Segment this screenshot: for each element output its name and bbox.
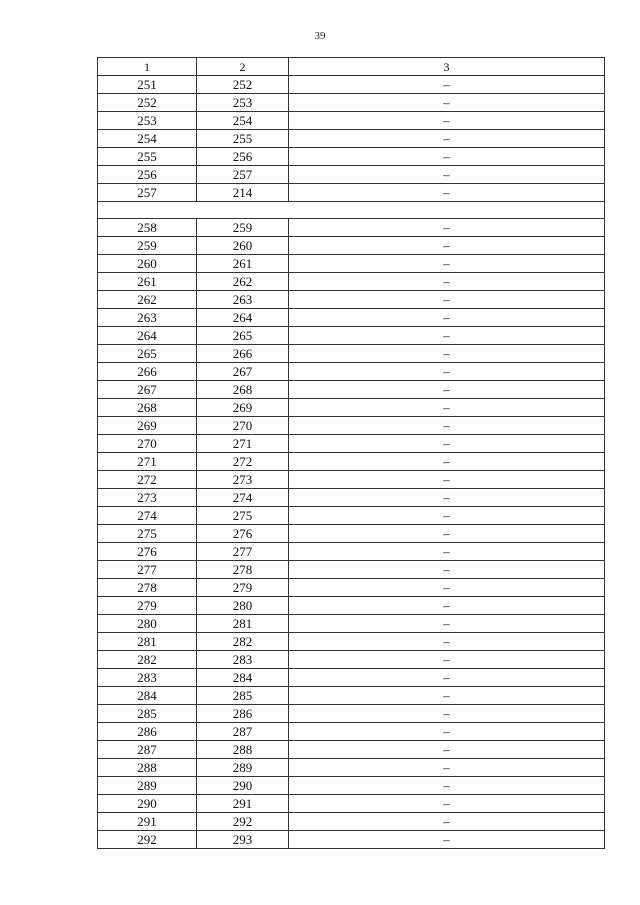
table-cell-col1: 256 [98, 166, 197, 184]
table-cell-col3: – [289, 597, 605, 615]
table-cell-col2: 274 [197, 489, 289, 507]
table-cell-col2: 263 [197, 291, 289, 309]
table-gap-row [98, 202, 605, 219]
table-row [98, 525, 605, 543]
table-cell-col1: 286 [98, 723, 197, 741]
table-cell-col1: 255 [98, 148, 197, 166]
table-cell-col1: 260 [98, 255, 197, 273]
table-cell-col3: – [289, 76, 605, 94]
table-row [98, 471, 605, 489]
table-cell-col2: 214 [197, 184, 289, 202]
table-cell-col1: 261 [98, 273, 197, 291]
table-cell-col3: – [289, 561, 605, 579]
table-row [98, 633, 605, 651]
table-cell-col1: 278 [98, 579, 197, 597]
table-cell-col2: 281 [197, 615, 289, 633]
table-cell-col3: – [289, 453, 605, 471]
table-cell-col3: – [289, 381, 605, 399]
table-row [98, 579, 605, 597]
table-cell-col3: – [289, 651, 605, 669]
table-cell-col2: 265 [197, 327, 289, 345]
table-row [98, 705, 605, 723]
table-cell-col3: – [289, 417, 605, 435]
table-cell-col3: – [289, 255, 605, 273]
table-cell-col3: – [289, 112, 605, 130]
table-cell-col1: 269 [98, 417, 197, 435]
table-cell-col2: 284 [197, 669, 289, 687]
table-cell-col1: 279 [98, 597, 197, 615]
table-row [98, 813, 605, 831]
table-cell-col3: – [289, 759, 605, 777]
table-cell-col1: 272 [98, 471, 197, 489]
table-cell-col3: – [289, 795, 605, 813]
table-cell-col2: 276 [197, 525, 289, 543]
table-header-row [98, 58, 605, 76]
table-row [98, 166, 605, 184]
table-row [98, 489, 605, 507]
table-cell-col1: 257 [98, 184, 197, 202]
table-cell-col1: 266 [98, 363, 197, 381]
table-cell-col2: 261 [197, 255, 289, 273]
header-cell-3: 3 [289, 58, 605, 76]
table-row [98, 561, 605, 579]
table-cell-col1: 281 [98, 633, 197, 651]
table-cell-col2: 273 [197, 471, 289, 489]
table-row [98, 435, 605, 453]
table-row [98, 615, 605, 633]
table-cell-col1: 277 [98, 561, 197, 579]
table-row [98, 327, 605, 345]
data-table [97, 57, 605, 849]
table-cell-col2: 254 [197, 112, 289, 130]
table-cell-col2: 278 [197, 561, 289, 579]
table-cell-col1: 291 [98, 813, 197, 831]
table-cell-col3: – [289, 489, 605, 507]
table-cell-col3: – [289, 687, 605, 705]
table-row [98, 148, 605, 166]
table-cell-col3: – [289, 148, 605, 166]
header-cell-1: 1 [98, 58, 197, 76]
table-cell-col2: 271 [197, 435, 289, 453]
table-cell-col1: 254 [98, 130, 197, 148]
table-cell-col1: 280 [98, 615, 197, 633]
table-cell-col2: 292 [197, 813, 289, 831]
table-cell-col3: – [289, 363, 605, 381]
table-row [98, 417, 605, 435]
table-cell-col3: – [289, 273, 605, 291]
table-cell-col1: 273 [98, 489, 197, 507]
table-cell-col3: – [289, 219, 605, 237]
table-cell-col2: 270 [197, 417, 289, 435]
table-cell-col2: 268 [197, 381, 289, 399]
table-row [98, 723, 605, 741]
table-cell-col3: – [289, 184, 605, 202]
table-cell-col2: 260 [197, 237, 289, 255]
table-row [98, 399, 605, 417]
table-cell-col3: – [289, 291, 605, 309]
table-cell-col3: – [289, 669, 605, 687]
table-row [98, 741, 605, 759]
table-cell-col2: 293 [197, 831, 289, 849]
table-row [98, 184, 605, 202]
table-body [98, 58, 605, 849]
table-cell-col1: 268 [98, 399, 197, 417]
table-cell-col2: 269 [197, 399, 289, 417]
header-cell-2: 2 [197, 58, 289, 76]
table-row [98, 759, 605, 777]
table-cell-col2: 287 [197, 723, 289, 741]
table-cell-col3: – [289, 579, 605, 597]
table-row [98, 831, 605, 849]
table-cell-col3: – [289, 327, 605, 345]
table-cell-col2: 259 [197, 219, 289, 237]
table-cell-col3: – [289, 309, 605, 327]
table-cell-col1: 285 [98, 705, 197, 723]
table-cell-col3: – [289, 813, 605, 831]
table-cell-col1: 276 [98, 543, 197, 561]
table-cell-col3: – [289, 507, 605, 525]
table-row [98, 669, 605, 687]
table-cell-col3: – [289, 543, 605, 561]
table-cell-col3: – [289, 633, 605, 651]
table-row [98, 651, 605, 669]
table-row [98, 309, 605, 327]
table-row [98, 381, 605, 399]
table-cell-col1: 258 [98, 219, 197, 237]
table-row [98, 345, 605, 363]
table-cell-col2: 275 [197, 507, 289, 525]
table-cell-col2: 280 [197, 597, 289, 615]
table-row [98, 130, 605, 148]
table-cell-col3: – [289, 237, 605, 255]
table-gap-cell [98, 202, 605, 219]
table-cell-col1: 284 [98, 687, 197, 705]
table-row [98, 94, 605, 112]
table-cell-col2: 267 [197, 363, 289, 381]
table-cell-col2: 282 [197, 633, 289, 651]
table-cell-col3: – [289, 130, 605, 148]
table-cell-col1: 287 [98, 741, 197, 759]
table-cell-col1: 262 [98, 291, 197, 309]
table-cell-col1: 251 [98, 76, 197, 94]
table-cell-col3: – [289, 705, 605, 723]
table-cell-col1: 274 [98, 507, 197, 525]
table-cell-col3: – [289, 615, 605, 633]
table-row [98, 795, 605, 813]
table-cell-col1: 288 [98, 759, 197, 777]
table-cell-col1: 271 [98, 453, 197, 471]
table-cell-col2: 288 [197, 741, 289, 759]
table-cell-col3: – [289, 723, 605, 741]
page-number: 39 [314, 30, 326, 42]
table-cell-col2: 266 [197, 345, 289, 363]
table-cell-col1: 282 [98, 651, 197, 669]
table-row [98, 273, 605, 291]
table-cell-col3: – [289, 166, 605, 184]
table-cell-col2: 255 [197, 130, 289, 148]
table-cell-col3: – [289, 777, 605, 795]
table-cell-col2: 252 [197, 76, 289, 94]
table-cell-col1: 263 [98, 309, 197, 327]
table-cell-col2: 277 [197, 543, 289, 561]
table-row [98, 687, 605, 705]
table-cell-col2: 285 [197, 687, 289, 705]
table-cell-col1: 252 [98, 94, 197, 112]
table-cell-col1: 259 [98, 237, 197, 255]
table-cell-col2: 291 [197, 795, 289, 813]
table-row [98, 291, 605, 309]
table-cell-col2: 256 [197, 148, 289, 166]
table-row [98, 597, 605, 615]
table-cell-col3: – [289, 741, 605, 759]
table-cell-col3: – [289, 831, 605, 849]
table-cell-col1: 292 [98, 831, 197, 849]
table-row [98, 507, 605, 525]
table-cell-col1: 264 [98, 327, 197, 345]
table-cell-col2: 262 [197, 273, 289, 291]
table-row [98, 777, 605, 795]
table-row [98, 237, 605, 255]
table-cell-col1: 289 [98, 777, 197, 795]
table-cell-col2: 279 [197, 579, 289, 597]
table-cell-col1: 275 [98, 525, 197, 543]
table-cell-col2: 286 [197, 705, 289, 723]
table-cell-col1: 253 [98, 112, 197, 130]
table-cell-col2: 264 [197, 309, 289, 327]
table-row [98, 219, 605, 237]
table-cell-col2: 283 [197, 651, 289, 669]
table-cell-col3: – [289, 435, 605, 453]
table-cell-col3: – [289, 471, 605, 489]
table-row [98, 363, 605, 381]
table-row [98, 112, 605, 130]
table-cell-col2: 257 [197, 166, 289, 184]
table-cell-col1: 265 [98, 345, 197, 363]
table-cell-col3: – [289, 94, 605, 112]
table-cell-col1: 267 [98, 381, 197, 399]
table-cell-col2: 253 [197, 94, 289, 112]
table-cell-col1: 283 [98, 669, 197, 687]
table-cell-col3: – [289, 399, 605, 417]
table-row [98, 453, 605, 471]
table-cell-col1: 290 [98, 795, 197, 813]
table-row [98, 255, 605, 273]
table-cell-col3: – [289, 345, 605, 363]
table-cell-col1: 270 [98, 435, 197, 453]
table-row [98, 76, 605, 94]
table-cell-col2: 289 [197, 759, 289, 777]
table-cell-col2: 290 [197, 777, 289, 795]
table-cell-col2: 272 [197, 453, 289, 471]
table-row [98, 543, 605, 561]
table-cell-col3: – [289, 525, 605, 543]
